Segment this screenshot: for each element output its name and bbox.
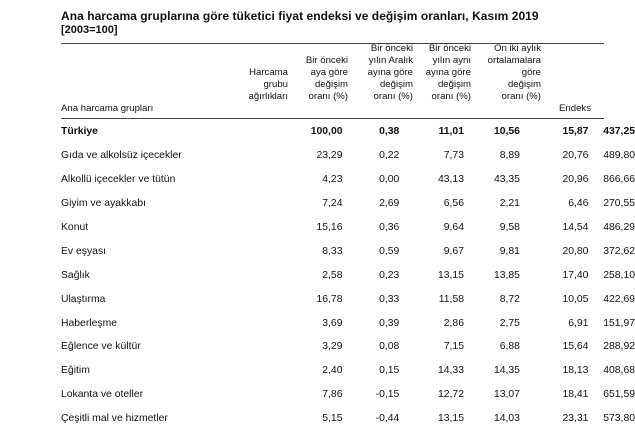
cell-weight: 7,24 xyxy=(322,198,343,210)
cell-annual: 13,85 xyxy=(493,269,520,281)
cell-index: 288,92 xyxy=(603,341,635,353)
header-december-change: Bir önceki yılın Aralık ayına göre değişim oranı (%) xyxy=(367,43,413,102)
cell-december: 14,33 xyxy=(437,365,464,377)
cell-annual: 13,07 xyxy=(493,389,520,401)
row-label: Lokanta ve oteller xyxy=(61,389,144,401)
cell-monthly: 2,69 xyxy=(379,198,400,210)
header-index: Endeks xyxy=(559,103,591,114)
cell-index: 651,59 xyxy=(603,389,635,401)
cell-annual: 9,58 xyxy=(499,222,520,233)
table-row xyxy=(61,263,635,287)
cell-annual: 2,75 xyxy=(499,317,520,329)
cell-december: 43,13 xyxy=(437,174,464,186)
header-annual-change: Bir önceki yılın aynı ayına göre değişim oranı (%) xyxy=(425,43,471,102)
cell-index: 866,66 xyxy=(603,174,635,186)
cell-index: 151,97 xyxy=(603,317,635,329)
cell-weight: 5,15 xyxy=(322,413,343,425)
cell-december: 7,15 xyxy=(443,341,464,353)
cell-weight: 3,69 xyxy=(322,317,343,329)
cell-monthly: 0,22 xyxy=(379,150,400,162)
row-label: Ulaştırma xyxy=(61,293,106,305)
cell-weight: 16,78 xyxy=(316,293,343,305)
cell-index: 486,29 xyxy=(603,222,635,233)
header-group: Ana harcama grupları xyxy=(61,103,154,114)
table-row xyxy=(61,239,635,263)
cell-twelve-month: 15,87 xyxy=(562,126,589,138)
header-weight: Harcama grubu ağırlıkları xyxy=(248,67,288,102)
cell-weight: 23,29 xyxy=(316,150,343,162)
table-title: Ana harcama gruplarına göre tüketici fiyat endeksi ve değişim oranları, Kasım 2019 xyxy=(61,9,539,23)
cell-twelve-month: 23,31 xyxy=(562,413,589,425)
cell-monthly: -0,15 xyxy=(375,389,400,401)
cell-monthly: 0,00 xyxy=(379,174,400,186)
cell-weight: 3,29 xyxy=(322,341,343,353)
cell-annual: 8,72 xyxy=(499,293,520,305)
header-monthly-change: Bir önceki aya göre değişim oranı (%) xyxy=(305,55,348,102)
header-bottom-rule xyxy=(61,118,604,119)
cell-twelve-month: 20,96 xyxy=(562,174,589,186)
cell-annual: 43,35 xyxy=(493,174,520,186)
header-twelve-month-change: On iki aylık ortalamalara göre değişim oranı (%) xyxy=(487,43,541,102)
table-row xyxy=(61,144,635,168)
cell-twelve-month: 15,64 xyxy=(562,341,589,353)
table-row xyxy=(61,407,635,431)
row-label: Haberleşme xyxy=(61,317,118,329)
cell-twelve-month: 18,41 xyxy=(562,389,589,401)
cell-twelve-month: 20,80 xyxy=(562,245,589,257)
cell-weight: 100,00 xyxy=(310,126,343,138)
table-row xyxy=(61,192,635,216)
cell-annual: 14,03 xyxy=(493,413,520,425)
row-label: Eğlence ve kültür xyxy=(61,341,141,353)
cell-index: 258,10 xyxy=(603,269,635,281)
cell-december: 7,73 xyxy=(443,150,464,162)
cell-monthly: 0,36 xyxy=(379,222,400,233)
cell-monthly: 0,59 xyxy=(379,245,400,257)
cell-weight: 2,40 xyxy=(322,365,343,377)
cell-annual: 10,56 xyxy=(493,126,520,138)
cell-index: 437,25 xyxy=(603,126,635,138)
cell-annual: 9,81 xyxy=(499,245,520,257)
cell-annual: 14,35 xyxy=(493,365,520,377)
cell-december: 13,15 xyxy=(437,269,464,281)
cell-index: 270,55 xyxy=(603,198,635,210)
table-row xyxy=(61,216,635,240)
table-row xyxy=(61,287,635,311)
cell-december: 11,01 xyxy=(438,126,464,138)
cell-index: 372,62 xyxy=(603,245,635,257)
table-row xyxy=(61,383,635,407)
cpi-table xyxy=(61,120,635,431)
cell-index: 489,80 xyxy=(603,150,635,162)
cell-december: 2,86 xyxy=(443,317,464,329)
cell-index: 408,68 xyxy=(603,365,635,377)
cell-december: 11,58 xyxy=(438,293,464,305)
row-label: Gıda ve alkolsüz içecekler xyxy=(61,150,182,162)
cell-index: 573,80 xyxy=(603,413,635,425)
row-label: Konut xyxy=(61,222,89,233)
cell-weight: 4,23 xyxy=(322,174,343,186)
cell-monthly: 0,33 xyxy=(379,293,400,305)
cell-monthly: 0,38 xyxy=(379,126,400,138)
cell-weight: 2,58 xyxy=(322,269,343,281)
cell-twelve-month: 17,40 xyxy=(562,269,589,281)
cell-december: 9,67 xyxy=(443,245,464,257)
cell-monthly: -0,44 xyxy=(375,413,400,425)
cell-annual: 2,21 xyxy=(499,198,520,210)
row-label: Ev eşyası xyxy=(61,245,107,257)
cell-annual: 8,89 xyxy=(499,150,520,162)
table-row xyxy=(61,359,635,383)
table-row-total xyxy=(61,120,635,144)
base-year-note: [2003=100] xyxy=(61,24,118,36)
cell-twelve-month: 6,46 xyxy=(568,198,589,210)
cell-weight: 7,86 xyxy=(322,389,343,401)
cell-twelve-month: 20,76 xyxy=(562,150,589,162)
cell-index: 422,69 xyxy=(603,293,635,305)
cell-annual: 6,88 xyxy=(499,341,520,353)
cell-monthly: 0,39 xyxy=(379,317,400,329)
cell-december: 9,64 xyxy=(443,222,464,233)
table-row xyxy=(61,311,635,335)
table-row xyxy=(61,335,635,359)
cell-december: 12,72 xyxy=(437,389,464,401)
row-label: Alkollü içecekler ve tütün xyxy=(61,174,176,186)
cell-twelve-month: 18,13 xyxy=(562,365,589,377)
cell-weight: 15,16 xyxy=(316,222,343,233)
cell-twelve-month: 14,54 xyxy=(562,222,589,233)
row-label: Sağlık xyxy=(61,269,90,281)
cell-monthly: 0,08 xyxy=(379,341,400,353)
table-row xyxy=(61,168,635,192)
row-label: Eğitim xyxy=(61,365,90,377)
row-label: Çeşitli mal ve hizmetler xyxy=(61,413,168,425)
row-label: Giyim ve ayakkabı xyxy=(61,198,146,210)
row-label: Türkiye xyxy=(61,126,98,138)
cell-december: 6,56 xyxy=(443,198,464,210)
cell-twelve-month: 6,91 xyxy=(568,317,589,329)
cell-monthly: 0,23 xyxy=(379,269,400,281)
cell-twelve-month: 10,05 xyxy=(562,293,589,305)
cell-monthly: 0,15 xyxy=(379,365,400,377)
cell-weight: 8,33 xyxy=(322,245,343,257)
cell-december: 13,15 xyxy=(437,413,464,425)
